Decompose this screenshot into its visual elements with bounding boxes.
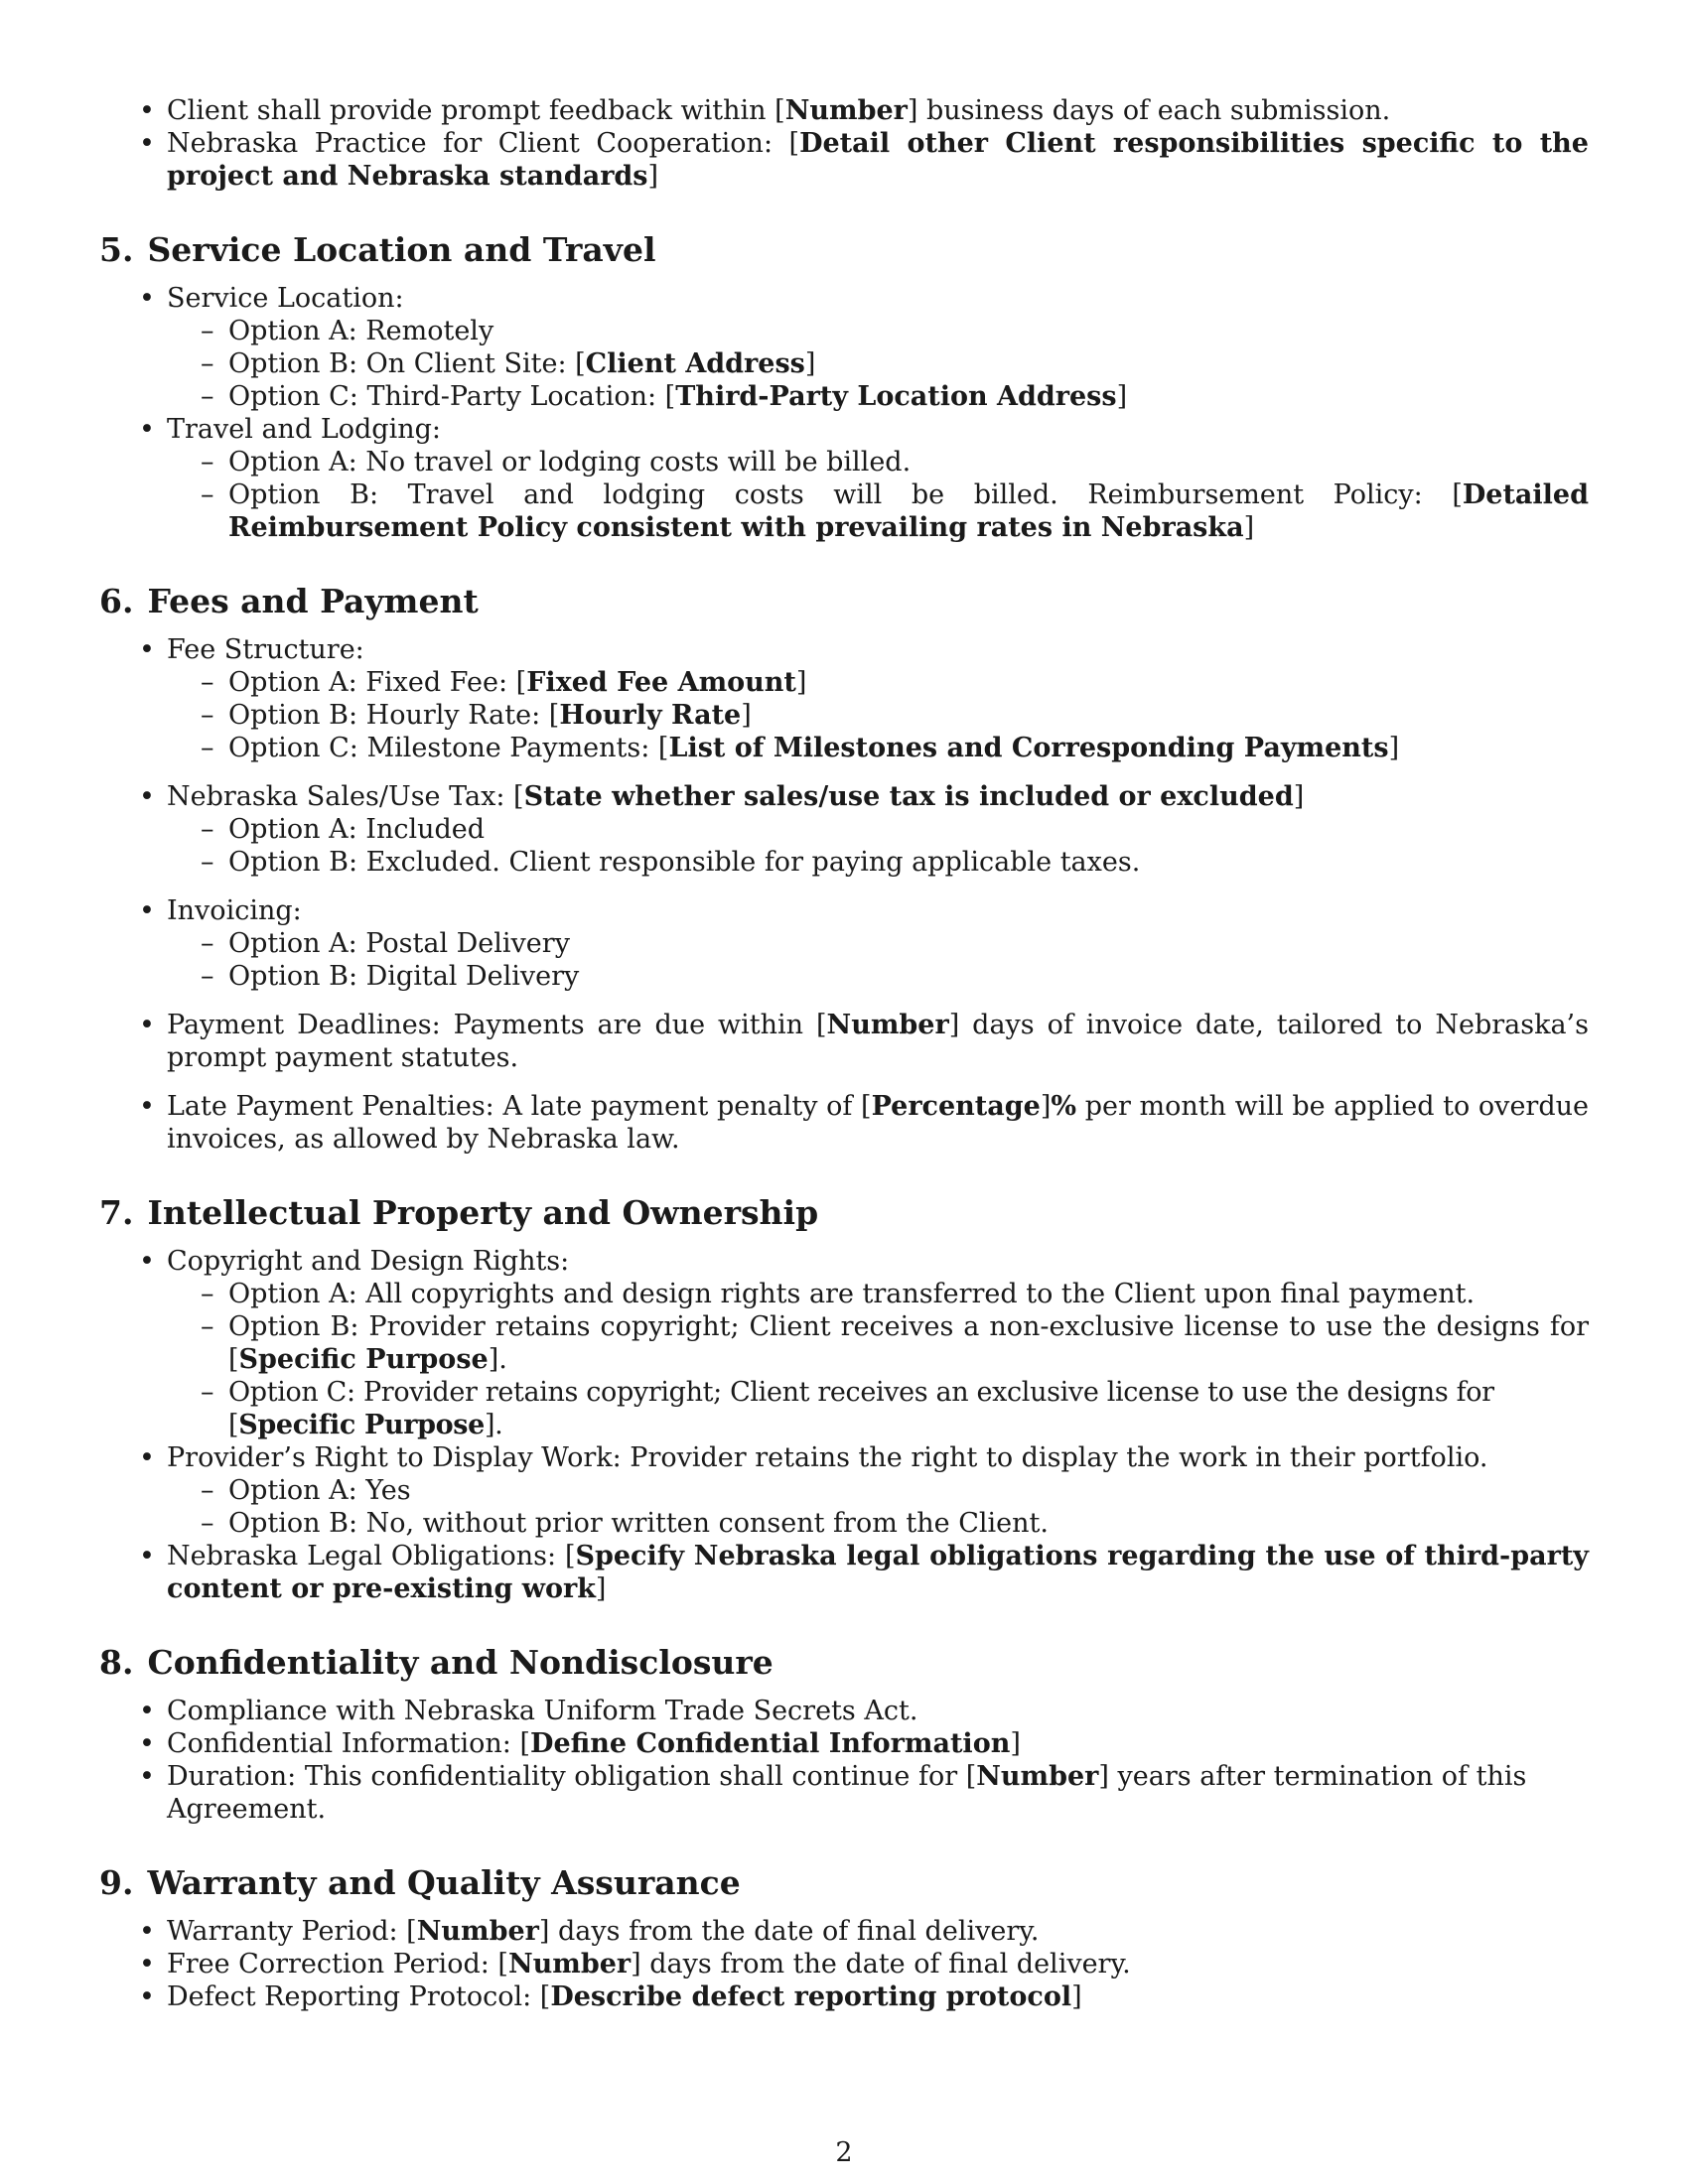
sub-list-item: – Option A: Remotely — [167, 315, 1589, 347]
section-6 — [99, 582, 1589, 1156]
sub-list-item: – Option A: All copyrights and design rights are transferred to the Client upon final payment. — [167, 1278, 1589, 1310]
section-8 — [99, 1643, 1589, 1826]
sub-list-item: – Option A: Fixed Fee: [Fixed Fee Amount] — [167, 666, 1589, 699]
list-item: • Provider’s Right to Display Work: Provider retains the right to display the work in their portfolio. – Option A: Yes – Option B: No, without prior written consent from the Client. — [99, 1441, 1589, 1540]
list-item: • Late Payment Penalties: A late payment penalty of [Percentage]% per month will be applied to overdue invoices, as allowed by Nebraska law. — [99, 1090, 1589, 1156]
sub-list-item: – Option B: Excluded. Client responsible for paying applicable taxes. — [167, 846, 1589, 879]
sub-list-item: – Option A: Included — [167, 813, 1589, 846]
page-number: 2 — [835, 2137, 853, 2168]
section-9 — [99, 1863, 1589, 2013]
section-5 — [99, 230, 1589, 544]
list-item: • Payment Deadlines: Payments are due within [Number] days of invoice date, tailored to Nebraska’s prompt payment statutes. — [99, 1009, 1589, 1074]
sub-list-item: – Option C: Third-Party Location: [Third-Party Location Address] — [167, 380, 1589, 413]
section-7 — [99, 1193, 1589, 1605]
sub-list-item: – Option A: Yes — [167, 1474, 1589, 1507]
section-heading: 5. Service Location and Travel — [99, 230, 656, 269]
sub-list-item: – Option A: No travel or lodging costs will be billed. — [167, 446, 1589, 478]
list-item: • Client shall provide prompt feedback within [Number] business days of each submission. — [99, 94, 1589, 127]
sub-list-item: – Option B: Provider retains copyright; Client receives a non-exclusive license to use the designs for [Specific Purpose]. — [167, 1310, 1589, 1376]
sub-list-item: – Option B: No, without prior written consent from the Client. — [167, 1507, 1589, 1540]
list-item: • Travel and Lodging: – Option A: No travel or lodging costs will be billed. – Option B: Travel and lodging costs will be billed. Reimbursement Policy: [Detailed Reimbursement Policy consistent with prevailing rates in Nebraska] — [99, 413, 1589, 544]
section-heading: 6. Fees and Payment — [99, 582, 479, 620]
sub-list-item: – Option B: Digital Delivery — [167, 960, 1589, 993]
section-heading: 7. Intellectual Property and Ownership — [99, 1193, 819, 1232]
list-item: • Invoicing: – Option A: Postal Delivery – Option B: Digital Delivery — [99, 894, 1589, 993]
document-page — [99, 94, 1589, 2013]
list-item: • Service Location: – Option A: Remotely – Option B: On Client Site: [Client Address] – Option C: Third-Party Location: [Third-Party Location Address] — [99, 282, 1589, 413]
list-item: • Nebraska Legal Obligations: [Specify Nebraska legal obligations regarding the use of third-party content or pre-existing work] — [99, 1540, 1589, 1605]
sub-list-item: – Option C: Milestone Payments: [List of Milestones and Corresponding Payments] — [167, 732, 1589, 764]
list-item: • Free Correction Period: [Number] days from the date of final delivery. — [99, 1948, 1589, 1980]
section-heading: 9. Warranty and Quality Assurance — [99, 1863, 741, 1902]
list-item: • Nebraska Sales/Use Tax: [State whether sales/use tax is included or excluded] – Option A: Included – Option B: Excluded. Client responsible for paying applicable taxes. — [99, 780, 1589, 879]
list-item: • Fee Structure: – Option A: Fixed Fee: [Fixed Fee Amount] – Option B: Hourly Rate: [Hourly Rate] – Option C: Milestone Payments: [List of Milestones and Corresponding Payments] — [99, 633, 1589, 764]
sub-list-item: – Option C: Provider retains copyright; Client receives an exclusive license to use the designs for [Specific Purpose]. — [167, 1376, 1589, 1441]
list-item: • Confidential Information: [Define Confidential Information] — [99, 1727, 1589, 1760]
sub-list-item: – Option B: Travel and lodging costs will be billed. Reimbursement Policy: [Detailed Reimbursement Policy consistent with prevailing rates in Nebraska] — [167, 478, 1589, 544]
intro-list — [99, 94, 1589, 193]
list-item: • Defect Reporting Protocol: [Describe defect reporting protocol] — [99, 1980, 1589, 2013]
list-item: • Compliance with Nebraska Uniform Trade Secrets Act. — [99, 1695, 1589, 1727]
sub-list-item: – Option B: Hourly Rate: [Hourly Rate] — [167, 699, 1589, 732]
list-item: • Duration: This confidentiality obligation shall continue for [Number] years after termination of this Agreement. — [99, 1760, 1589, 1826]
section-heading: 8. Confidentiality and Nondisclosure — [99, 1643, 774, 1682]
list-item: • Warranty Period: [Number] days from the date of final delivery. — [99, 1915, 1589, 1948]
sub-list-item: – Option A: Postal Delivery — [167, 927, 1589, 960]
list-item: • Copyright and Design Rights: – Option A: All copyrights and design rights are transferred to the Client upon final payment. – Option B: Provider retains copyright; Client receives a non-exclusive license to use the designs for [Specific Purpose]. – Option C: Provider retains copyright; Client receives an exclusive license to use the designs for [Specific Purpose]. — [99, 1245, 1589, 1441]
list-item: • Nebraska Practice for Client Cooperation: [Detail other Client responsibilities specific to the project and Nebraska standards] — [99, 127, 1589, 193]
sub-list-item: – Option B: On Client Site: [Client Address] — [167, 347, 1589, 380]
